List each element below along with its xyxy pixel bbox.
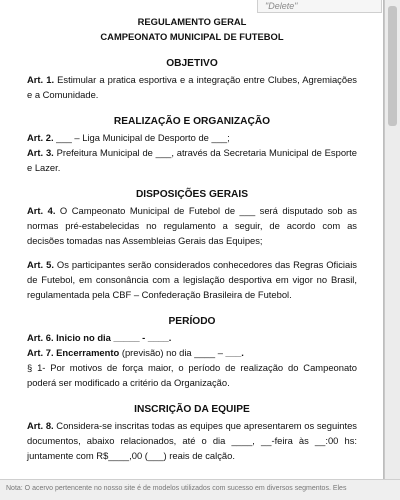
section-heading-inscricao: INSCRIÇÃO DA EQUIPE — [134, 404, 250, 415]
article-label: Art. 8. — [27, 420, 54, 431]
article-text: _____ - ____. — [110, 332, 172, 343]
scrollbar-thumb[interactable] — [388, 6, 397, 126]
vertical-scrollbar[interactable] — [384, 0, 400, 479]
article-text: Prefeitura Municipal de ___, através da Secretaria Municipal de Esporte e Lazer. — [27, 147, 357, 173]
article-label: Art. 3. — [27, 147, 54, 158]
article-label: Art. 1. — [27, 74, 55, 85]
article-text: (previsão) no dia ____ – — [119, 347, 226, 358]
section-heading-periodo: PERÍODO — [168, 316, 216, 327]
article-text: O Campeonato Municipal de Futebol de ___ será disputado sob as normas pré-estabelecidas no regulamento a seguir, de acordo com as decisões tomadas nas Assembleias Gerais das Equipes; — [27, 205, 357, 246]
article-3 — [27, 145, 357, 175]
paragraph-1: § 1- Por motivos de força maior, o período de realização do Campeonato poderá ser modificado a critério da Organização. — [27, 362, 357, 388]
article-5 — [27, 257, 357, 302]
article-label: Art. 6. Inicio no dia — [27, 332, 111, 343]
doc-subtitle: CAMPEONATO MUNICIPAL DE FUTEBOL — [100, 31, 284, 42]
doc-title: REGULAMENTO GERAL — [137, 16, 247, 27]
article-text: Considera-se inscritas todas as equipes que apresentarem os seguintes documentos, abaixo relacionados, até o dia ____, __-feira às __:00 hs: juntamente com R$____,00 (___) reais de calção. — [27, 420, 357, 461]
delete-tag: "Delete" — [257, 0, 382, 13]
section-heading-disposicoes: DISPOSIÇÕES GERAIS — [135, 189, 249, 200]
article-7 — [27, 345, 357, 360]
section-heading-objetivo: OBJETIVO — [166, 58, 218, 69]
article-2 — [27, 130, 357, 145]
article-1 — [27, 72, 357, 102]
article-label: Art. 2. — [27, 132, 54, 143]
article-text: Os participantes serão considerados conhecedores das Regras Oficiais de Futebol, em consonância com a legislação desportiva em vigor no Brasil, regulamentada pela CBF – Confederação Brasileira de Futebol. — [27, 259, 357, 300]
section-heading-realizacao: REALIZAÇÃO E ORGANIZAÇÃO — [113, 116, 271, 127]
article-label: Art. 7. Encerramento — [27, 347, 120, 358]
article-8 — [27, 418, 357, 463]
footer-note: Nota: O acervo pertencente no nosso site é de modelos utilizados com sucesso em diversos segmentos. Eles — [0, 479, 400, 500]
article-label: Art. 4. — [27, 205, 56, 216]
article-text-end: ___. — [225, 347, 244, 358]
article-6 — [27, 330, 357, 345]
article-text: ___ – Liga Municipal de Desporto de ___; — [53, 132, 230, 143]
article-text: Estimular a pratica esportiva e a integração entre Clubes, Agremiações e a Comunidade. — [27, 74, 357, 100]
article-4 — [27, 203, 357, 248]
article-label: Art. 5. — [27, 259, 54, 270]
document-body — [27, 14, 357, 463]
